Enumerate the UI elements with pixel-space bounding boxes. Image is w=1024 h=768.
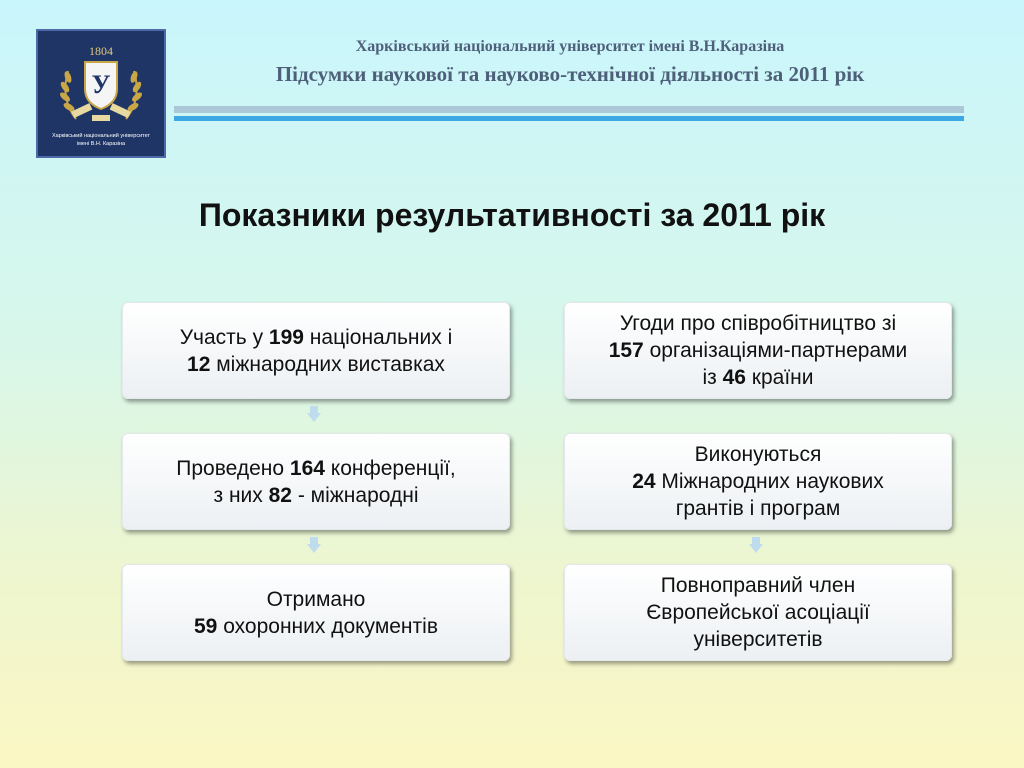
arrow-down-icon [749, 537, 763, 553]
logo-year: 1804 [89, 44, 113, 58]
left-box-exhibitions: Участь у 199 національних і 12 міжнародних виставках [122, 302, 510, 399]
header-divider-gray [174, 106, 964, 113]
left-box-patents: Отримано 59 охоронних документів [122, 564, 510, 661]
right-box-agreements: Угоди про співробітництво зі 157 організаціями-партнерами із 46 країни [564, 302, 952, 399]
logo-letter: У [91, 70, 111, 99]
arrow-down-icon [307, 537, 321, 553]
report-subtitle: Підсумки наукової та науково-технічної діяльності за 2011 рік [275, 62, 865, 86]
left-box-conferences: Проведено 164 конференції, з них 82 - міжнародні [122, 433, 510, 530]
arrow-down-icon [307, 406, 321, 422]
university-name: Харківський національний університет імені В.Н.Каразіна [355, 38, 785, 55]
right-box-grants: Виконуються 24 Міжнародних наукових грантів і програм [564, 433, 952, 530]
header-divider-blue [174, 116, 964, 121]
logo-caption-line2: імені В.Н. Каразіна [76, 141, 126, 147]
university-logo [36, 29, 166, 158]
right-box-membership: Повноправний член Європейської асоціації університетів [564, 564, 952, 661]
logo-caption-line1: Харківський національний університет [51, 133, 151, 139]
slide-title: Показники результативності за 2011 рік [198, 197, 826, 233]
